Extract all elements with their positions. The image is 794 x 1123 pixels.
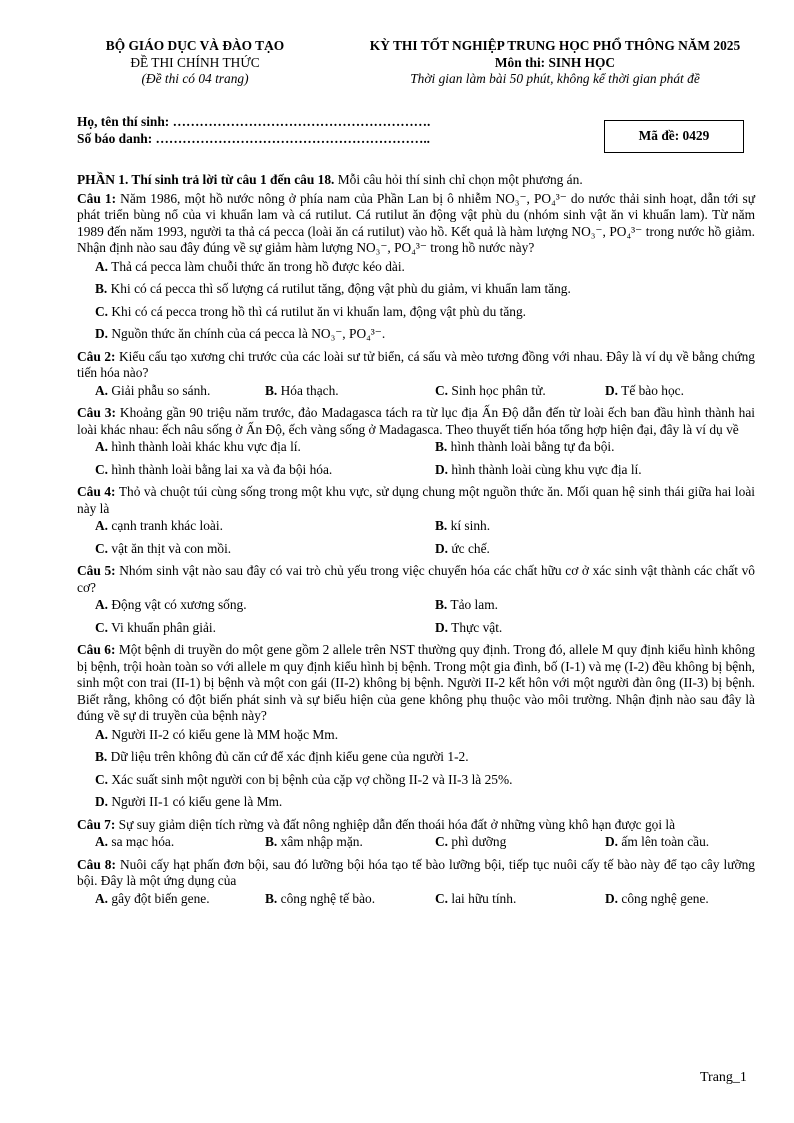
q8-option-a: A. gây đột biến gene. xyxy=(95,890,210,906)
q5-option-d: D. Thực vật. xyxy=(435,619,503,635)
q1-option-b: B. Khi có cá pecca thì số lượng cá rutilut tăng, động vật phù du giảm, vi khuẩn lam tăng. xyxy=(95,281,571,296)
q1-option-d: D. Nguồn thức ăn chính của cá pecca là NO₃⁻, PO₄³⁻. xyxy=(95,326,386,341)
q5-option-b: B. Tảo lam. xyxy=(435,597,498,612)
candidate-info xyxy=(77,114,557,147)
q4-option-c: C. vật ăn thịt và con mồi. xyxy=(95,540,232,556)
q2-option-d: D. Tế bào học. xyxy=(605,382,684,398)
q3-options-row1 xyxy=(95,439,755,456)
question-5: Câu 5: Nhóm sinh vật nào sau đây có vai trò chủ yếu trong việc chuyển hóa các chất hữu cơ ở xác sinh vật thành các chất vô cơ? xyxy=(77,563,755,595)
candidate-id: Số báo danh: …………………………………………………….. xyxy=(77,130,431,146)
q6-option-c: C. Xác suất sinh một người con bị bệnh của cặp vợ chồng II-2 và II-3 là 25%. xyxy=(95,771,513,787)
q3-option-c: C. hình thành loài bằng lai xa và đa bội hóa. xyxy=(95,461,333,477)
part-heading: PHẦN 1. Thí sinh trả lời từ câu 1 đến câu 18. Mỗi câu hỏi thí sinh chỉ chọn một phương án. xyxy=(77,172,583,187)
subject: Môn thi: SINH HỌC xyxy=(494,54,616,70)
q5-options-row1 xyxy=(95,597,755,614)
q7-option-c: C. phì dưỡng xyxy=(435,834,507,849)
q7-options xyxy=(95,834,755,851)
q6-option-d: D. Người II-1 có kiểu gene là Mm. xyxy=(95,794,283,809)
q3-option-d: D. hình thành loài cùng khu vực địa lí. xyxy=(435,461,642,477)
candidate-name: Họ, tên thí sinh: …………………………………………………. xyxy=(77,114,431,129)
question-6: Câu 6: Một bệnh di truyền do một gene gồm 2 allele trên NST thường quy định. Trong đó, allele M quy định kiểu hình không bị bệnh, trội hoàn toàn so với allele m quy định kiểu hình bị bệnh. Trong một gia đình, bố (I-1) và mẹ (I-2) đều không bị bệnh, sinh một con trai (II-1) bị bệnh và một con gái (II-2) không bị bệnh. Người II-2 kết hôn với một người đàn ông (II-3) bị bệnh. Biết rằng, không có đột biến phát sinh và sự biểu hiện của gene không phụ thuộc vào môi trường. Nhận định nào sau đây là đúng về sự di truyền của bệnh này? xyxy=(77,642,755,723)
page-number: Trang_1 xyxy=(700,1070,747,1085)
q4-option-a: A. cạnh tranh khác loài. xyxy=(95,518,223,533)
time-note: Thời gian làm bài 50 phút, không kể thời gian phát đề xyxy=(410,71,700,86)
q8-options xyxy=(95,891,755,908)
question-3: Câu 3: Khoảng gần 90 triệu năm trước, đảo Madagasca tách ra từ lục địa Ấn Độ dẫn đến từ loài ếch ban đầu hình thành hai loài khác nhau: ếch nâu sống ở Ấn Độ, ếch vàng sống ở Madagasca. Theo thuyết tiến hóa tổng hợp hiện đại, đây là ví dụ về xyxy=(77,405,755,437)
header-right xyxy=(325,38,785,88)
q6-option-b: B. Dữ liệu trên không đủ căn cứ để xác định kiểu gene của người 1-2. xyxy=(95,749,469,764)
q3-option-a: A. hình thành loài khác khu vực địa lí. xyxy=(95,439,301,454)
q4-options-row1 xyxy=(95,518,755,535)
official-label: ĐỀ THI CHÍNH THỨC xyxy=(130,54,260,70)
header-left xyxy=(60,38,330,88)
q5-option-c: C. Vi khuẩn phân giải. xyxy=(95,619,216,635)
q3-options-row2 xyxy=(95,462,755,479)
page-count: (Đề thi có 04 trang) xyxy=(141,71,249,86)
q2-option-c: C. Sinh học phân tử. xyxy=(435,382,546,398)
q5-option-a: A. Động vật có xương sống. xyxy=(95,597,247,612)
question-4: Câu 4: Thỏ và chuột túi cùng sống trong một khu vực, sử dụng chung một nguồn thức ăn. Mối quan hệ sinh thái giữa hai loài này là xyxy=(77,484,755,516)
q3-option-b: B. hình thành loài bằng tự đa bội. xyxy=(435,439,615,454)
q2-options xyxy=(95,383,755,400)
question-2: Câu 2: Kiểu cấu tạo xương chi trước của các loài sư tử biển, cá sấu và mèo tương đồng với nhau. Đây là ví dụ về bằng chứng tiến hóa nào? xyxy=(77,348,755,380)
exam-title: KỲ THI TỐT NGHIỆP TRUNG HỌC PHỔ THÔNG NĂM 2025 xyxy=(369,38,741,53)
q2-option-a: A. Giải phẫu so sánh. xyxy=(95,382,211,398)
q4-option-b: B. kí sinh. xyxy=(435,518,491,533)
q7-option-a: A. sa mạc hóa. xyxy=(95,834,175,849)
q1-option-c: C. Khi có cá pecca trong hồ thì cá rutilut ăn vi khuẩn lam, động vật phù du tăng. xyxy=(95,303,527,319)
q6-option-a: A. Người II-2 có kiểu gene là MM hoặc Mm. xyxy=(95,726,339,742)
q8-option-d: D. công nghệ gene. xyxy=(605,890,709,906)
q7-option-d: D. ấm lên toàn cầu. xyxy=(605,834,710,849)
q1-option-a: A. Thả cá pecca làm chuỗi thức ăn trong hồ được kéo dài. xyxy=(95,258,405,274)
question-1: Câu 1: Năm 1986, một hồ nước nông ở phía nam của Phần Lan bị ô nhiễm NO₃⁻, PO₄³⁻ do nước thải sinh hoạt, dẫn tới sự phát triển bùng nổ của vi khuẩn lam và cá rutilut. Cá rutilut ăn động vật phù du (nhóm sinh vật ăn vi khuẩn lam). Từ năm 1989 đến năm 1993, người ta thả cá pecca (loài ăn cá rutilut) vào hồ. Kết quả là hàm lượng NO₃⁻, PO₄³⁻ trong nước hồ giảm. Nhận định nào sau đây đúng về sự giảm hàm lượng NO₃⁻, PO₄³⁻ trong hồ nước này? xyxy=(77,190,755,255)
q7-option-b: B. xâm nhập mặn. xyxy=(265,834,363,849)
q4-option-d: D. ức chế. xyxy=(435,540,490,556)
q2-option-b: B. Hóa thạch. xyxy=(265,382,339,398)
question-8: Câu 8: Nuôi cấy hạt phấn đơn bội, sau đó lưỡng bội hóa tạo tế bào lưỡng bội, tiếp tục nuôi cấy tế bào này để tạo cây lưỡng bội. Đây là một ứng dụng của xyxy=(77,856,755,888)
question-7: Câu 7: Sự suy giảm diện tích rừng và đất nông nghiệp dẫn đến thoái hóa đất ở những vùng khô hạn được gọi là xyxy=(77,816,676,832)
q8-option-c: C. lai hữu tính. xyxy=(435,890,517,906)
q8-option-b: B. công nghệ tế bào. xyxy=(265,890,376,906)
exam-code-box: Mã đề: 0429 xyxy=(604,120,744,153)
q4-options-row2 xyxy=(95,541,755,558)
q5-options-row2 xyxy=(95,620,755,637)
exam-content xyxy=(77,170,755,913)
ministry-name: BỘ GIÁO DỤC VÀ ĐÀO TẠO xyxy=(105,38,285,53)
